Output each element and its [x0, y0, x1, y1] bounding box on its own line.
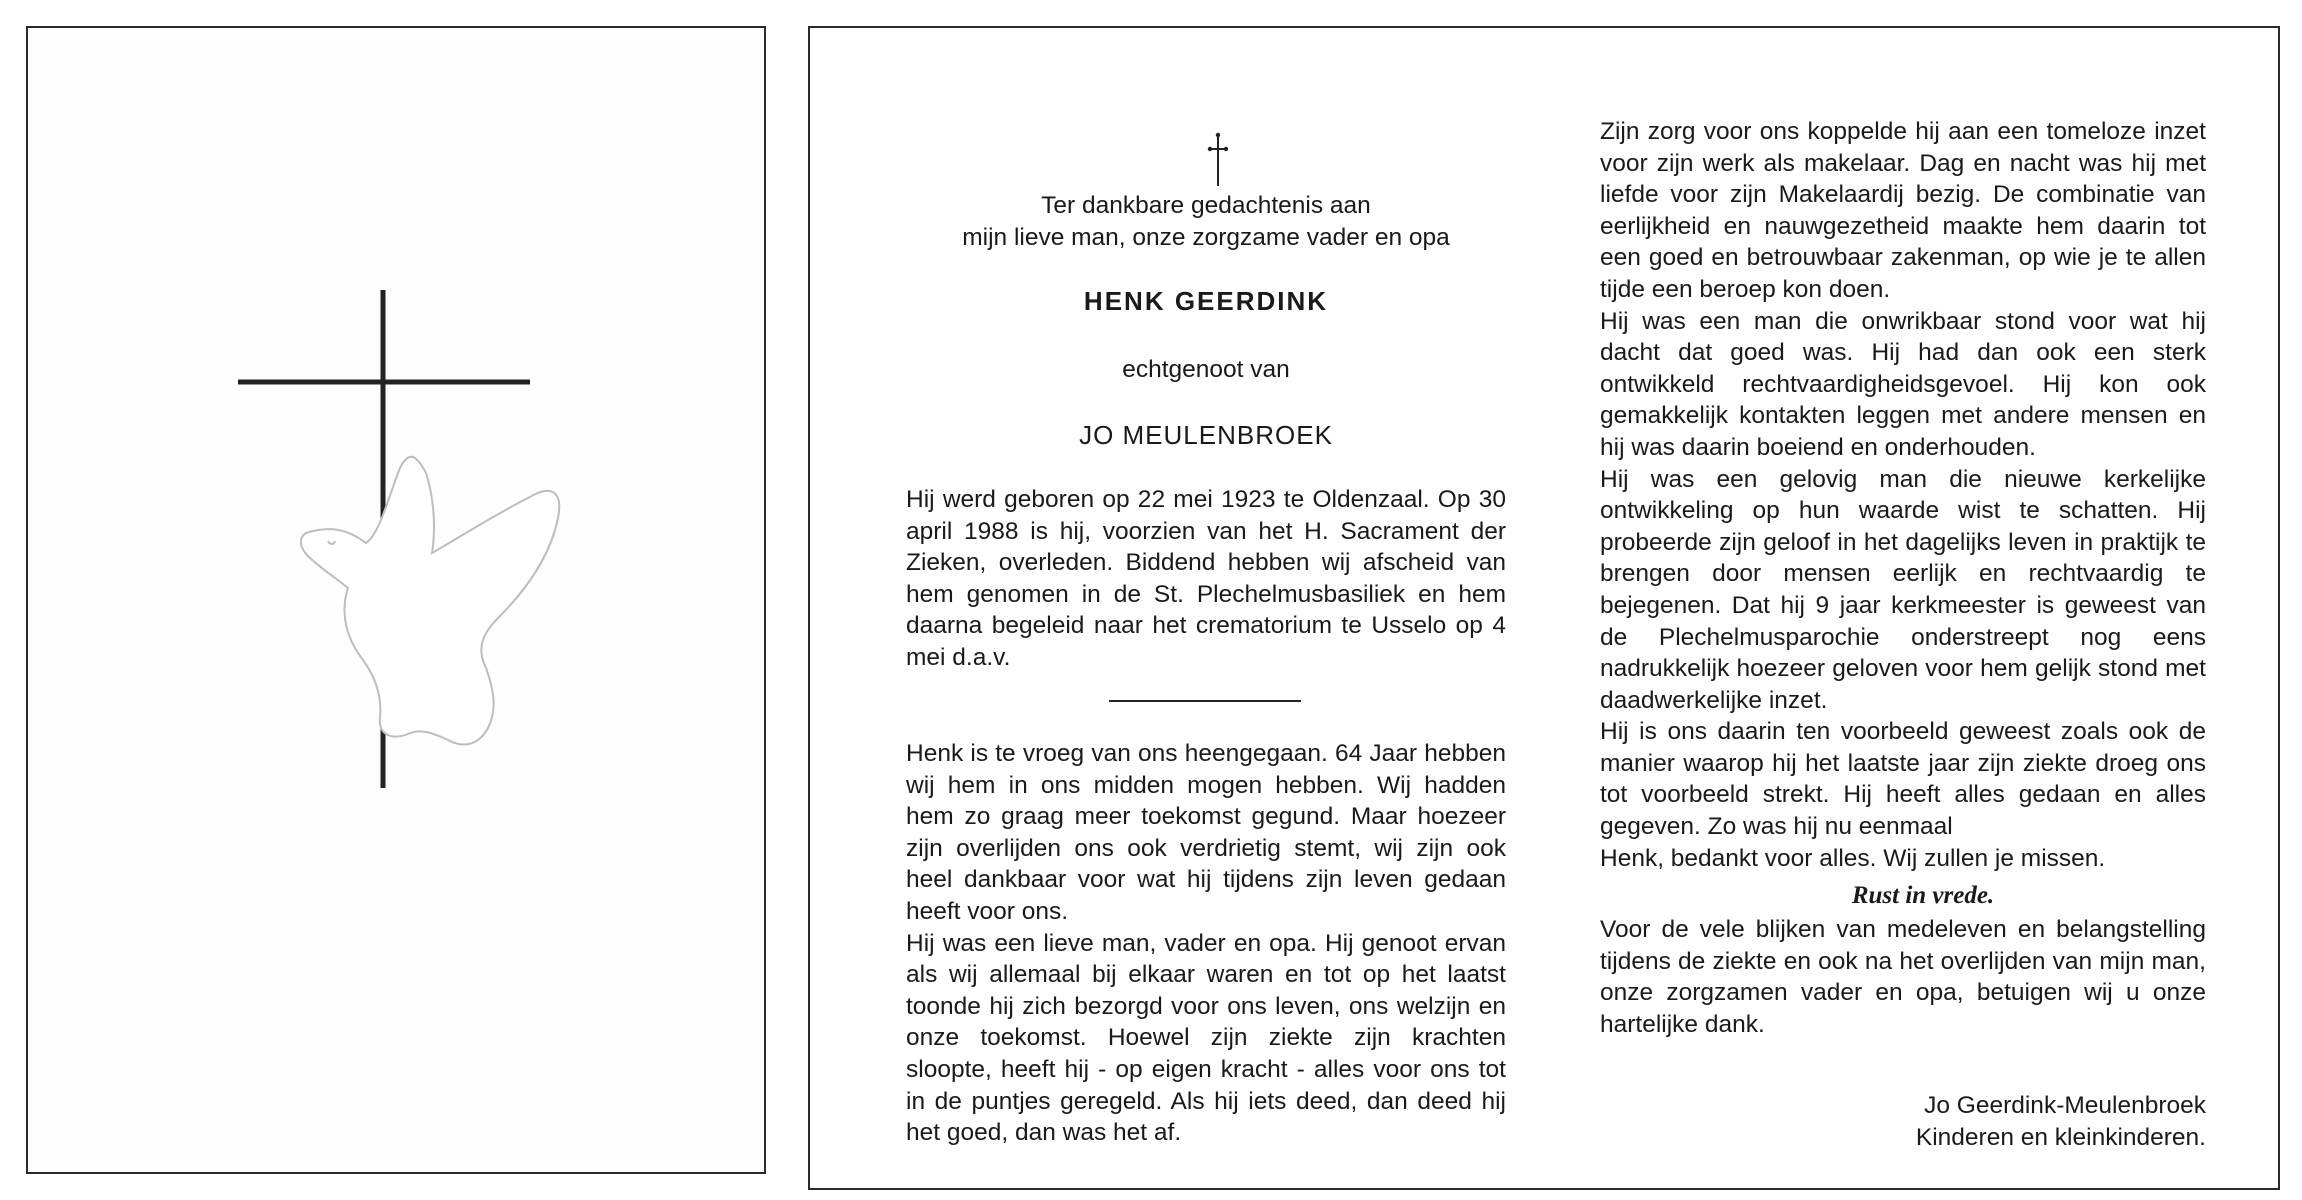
spouse-name: JO MEULENBROEK — [1079, 420, 1333, 450]
thanks-paragraph: Voor de vele blijken van medeleven en belangstelling tijdens de ziekte en ook na het overlijden van mijn man, onze zorgzamen vader en opa, betuigen wij u onze hartelijke dank. — [1600, 916, 2206, 1038]
biography: Hij werd geboren op 22 mei 1923 te Oldenzaal. Op 30 april 1988 is hij, voorzien van het H. Sacrament der Zieken, overleden. Biddend hebben wij afscheid van hem genomen in de St. Plechelmusbasiliek en hem daarna begeleid naar het crematorium te Usselo op 4 mei d.a.v. — [906, 486, 1506, 671]
divider — [1109, 700, 1301, 702]
farewell-line: Henk, bedankt voor alles. Wij zullen je missen. — [1600, 844, 2106, 872]
tribute-paragraph-1: Henk is te vroeg van ons heengegaan. 64 Jaar hebben wij hem in ons midden mogen hebben. Wij hadden hem zo graag meer toekomst gegund. Maar hoezeer zijn overlijden ons ook verdrietig stemt, wij zijn ook heel dankbaar voor wat hij tijdens zijn leven gedaan heeft voor ons. — [906, 740, 1506, 925]
signature-line-1: Jo Geerdink-Meulenbroek — [1924, 1092, 2206, 1119]
signature — [1600, 1090, 2206, 1153]
cover-artwork — [28, 28, 768, 1176]
intro-line-1: Ter dankbare gedachtenis aan — [1041, 192, 1371, 219]
tribute-paragraph-2: Hij was een lieve man, vader en opa. Hij genoot ervan als wij allemaal bij elkaar waren en tot op het laatst toonde hij zich bezorgd voor ons leven, ons welzijn en onze toekomst. Hoewel zijn ziekte zijn krachten sloopte, heeft hij - op eigen kracht - alles voor ons tot in de puntjes geregeld. Als hij iets deed, dan deed hij het goed, dan was het af. — [906, 929, 1506, 1147]
tribute-paragraph-6: Hij is ons daarin ten voorbeeld geweest zoals ook de manier waarop hij het laatste jaar zijn ziekte droeg ons tot voorbeeld strekt. Hij heeft alles gedaan en alles gegeven. Zo was hij nu eenmaal — [1600, 718, 2206, 841]
deceased-name: HENK GEERDINK — [1083, 286, 1329, 316]
front-cover — [26, 26, 766, 1174]
rest-in-peace: Rust in vrede. — [1851, 882, 1995, 909]
tribute-left — [906, 738, 1506, 1149]
memorial-intro — [906, 190, 1506, 253]
inner-page — [808, 26, 2280, 1190]
tribute-paragraph-4: Hij was een man die onwrikbaar stond voor wat hij dacht dat goed was. Hij had dan ook een sterk ontwikkeld rechtvaardigheidsgevoel. Hij kon ook gemakkelijk kontakten leggen met andere mensen en hij was daarin boeiend en onderhouden. — [1600, 307, 2206, 461]
signature-line-2: Kinderen en kleinkinderen. — [1915, 1123, 2206, 1151]
dove-icon — [301, 457, 559, 745]
intro-line-2: mijn lieve man, onze zorgzame vader en opa — [962, 223, 1450, 251]
tribute-paragraph-3: Zijn zorg voor ons koppelde hij aan een tomeloze inzet voor zijn werk als makelaar. Dag en nacht was hij met liefde voor zijn Makelaardij bezig. De combinatie van eerlijkheid en nauwgezetheid maakte hem daarin tot een goed en betrouwbaar zakenman, op wie je te allen tijde een beroep kon doen. — [1600, 118, 2206, 303]
tribute-right — [1600, 116, 2206, 874]
tribute-paragraph-5: Hij was een gelovig man die nieuwe kerkelijke ontwikkeling op hun waarde wist te schatten. Hij probeerde zijn geloof in het dagelijks leven in praktijk te brengen door mensen eerlijk en rechtvaardig te bejegenen. Dat hij 9 jaar kerkmeester is geweest van de Plechelmusparochie onderstreept nog eens nadrukkelijk hoezeer geloven voor hem gelijk stond met daadwerkelijke inzet. — [1600, 465, 2206, 714]
small-cross-icon — [1207, 132, 1229, 188]
spouse-label: echtgenoot van — [1122, 356, 1290, 383]
